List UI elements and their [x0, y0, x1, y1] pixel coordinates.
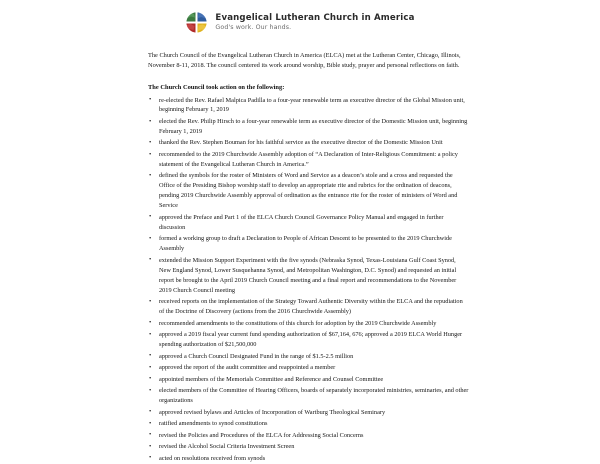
intro-paragraph: The Church Council of the Evangelical Lutheran Church in America (ELCA) met at the Lutheran Center, Chicago, Illinois, November 8-11, 2018. The council centered its work around worship, Bible study, prayer and personal reflections on faith.: [148, 52, 461, 70]
list-item: • formed a working group to draft a Declaration to People of African Descent to be presented to the 2019 Churchwide Assembly: [148, 234, 469, 254]
organization-tagline: God's work. Our hands.: [215, 23, 292, 31]
list-item: • approved the report of the audit committee and reappointed a member: [148, 363, 469, 373]
list-item: • appointed members of the Memorials Committee and Reference and Counsel Committee: [148, 375, 469, 385]
list-item: • approved revised bylaws and Articles of Incorporation of Wartburg Theological Seminary: [148, 408, 469, 418]
list-item: • revised the Alcohol Social Criteria Investment Screen: [148, 442, 469, 452]
section-heading: The Church Council took action on the following:: [148, 83, 285, 91]
list-item: • re-elected the Rev. Rafael Malpica Padilla to a four-year renewable term as executive director of the Global Mission unit, beginning February 1, 2019: [148, 96, 469, 116]
list-item: • extended the Mission Support Experiment with the five synods (Nebraska Synod, Texas-Louisiana Gulf Coast Synod, New England Synod, Lower Susquehanna Synod, and Metropolitan Washington, D.C. Synod) and requested an initial report be brought to the April 2019 Church Council meeting and a final report and recommendations to the November 2019 Church Council meeting: [148, 256, 469, 296]
list-item: • elected members of the Committee of Hearing Officers, boards of separately incorporated ministries, seminaries, and other organizations: [148, 386, 469, 406]
list-item: • ratified amendments to synod constitutions: [148, 419, 469, 429]
action-list: [148, 96, 469, 464]
list-item: • acted on resolutions received from synods: [148, 454, 469, 464]
letterhead: [0, 0, 600, 36]
list-item: • recommended amendments to the constitutions of this church for adoption by the 2019 Churchwide Assembly: [148, 319, 469, 329]
brand-text: [215, 14, 414, 31]
list-item: • approved a 2019 fiscal year current fund spending authorization of $67,164, 676; approved a 2019 ELCA World Hunger spending authorization of $21,500,000: [148, 330, 469, 350]
list-item: • approved a Church Council Designated Fund in the range of $1.5-2.5 million: [148, 352, 469, 362]
list-item: • elected the Rev. Philip Hirsch to a four-year renewable term as executive director of the Domestic Mission unit, beginning February 1, 2019: [148, 117, 469, 137]
list-item: • thanked the Rev. Stephen Bouman for his faithful service as the executive director of the Domestic Mission Unit: [148, 138, 469, 148]
document-body: [0, 51, 600, 464]
list-item: • revised the Policies and Procedures of the ELCA for Addressing Social Concerns: [148, 431, 469, 441]
elca-cross-globe-logo-icon: [185, 11, 208, 34]
list-item: • defined the symbols for the roster of Ministers of Word and Service as a deacon’s stole and a cross and requested the Office of the Presiding Bishop worship staff to develop an appropriate rite and rubrics for the ordination of deacons, pending 2019 Churchwide Assembly approval of ordination as the entrance rite for the roster of ministers of Word and Service: [148, 171, 469, 211]
list-item: • recommended to the 2019 Churchwide Assembly adoption of “A Declaration of Inter-Religious Commitment: a policy statement of the Evangelical Lutheran Church in America.”: [148, 150, 469, 170]
list-item: • approved the Preface and Part 1 of the ELCA Church Council Governance Policy Manual and engaged in further discussion: [148, 213, 469, 233]
organization-name: Evangelical Lutheran Church in America: [215, 12, 415, 23]
list-item: • received reports on the implementation of the Strategy Toward Authentic Diversity within the ELCA and the repudiation of the Doctrine of Discovery (actions from the 2016 Churchwide Assembly): [148, 297, 469, 317]
